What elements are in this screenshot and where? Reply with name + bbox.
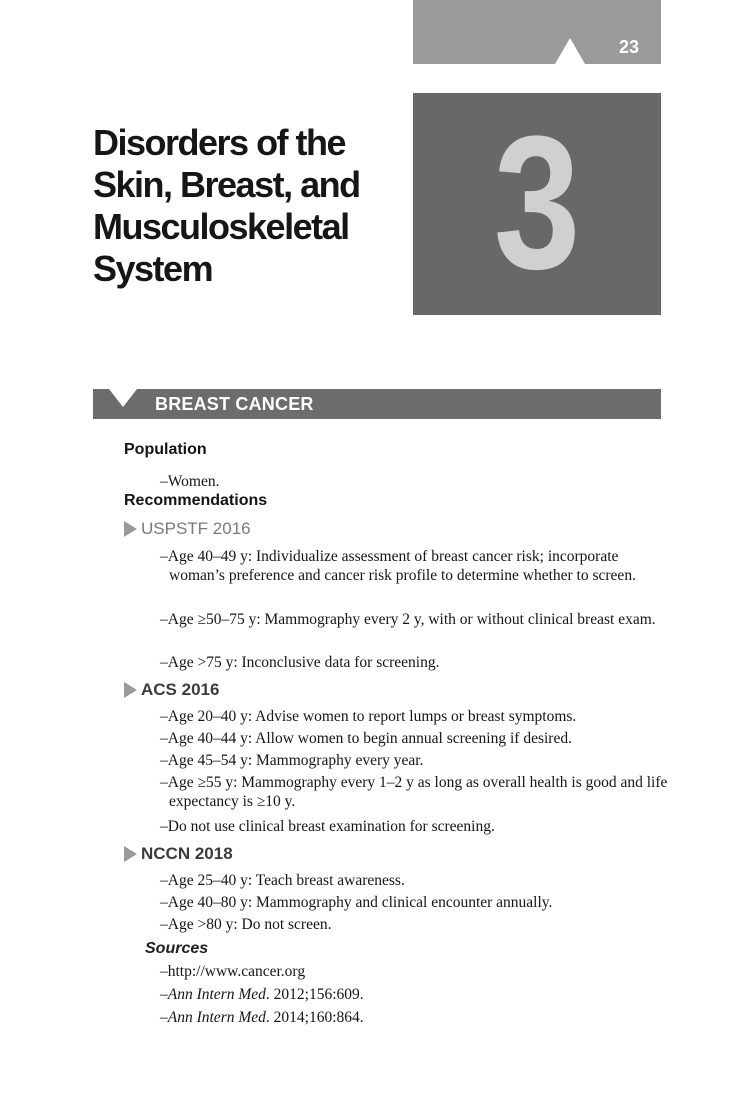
rec-source-nccn: [124, 844, 233, 864]
rec-item: –Do not use clinical breast examination for screening.: [160, 818, 495, 835]
rec-item: –Age 40–80 y: Mammography and clinical encounter annually.: [160, 894, 553, 911]
rec-item: –Age 40–44 y: Allow women to begin annual screening if desired.: [160, 730, 572, 747]
population-item: –Women.: [160, 473, 220, 490]
tab-notch: [555, 38, 585, 64]
section-bar-notch: [109, 389, 137, 407]
rec-item: –Age 25–40 y: Teach breast awareness.: [160, 872, 405, 889]
source-item: –Ann Intern Med. 2012;156:609.: [160, 986, 364, 1003]
page-number: 23: [618, 37, 639, 57]
rec-item: –Age 40–49 y: Individualize assessment of breast cancer risk; incorporate woman’s preference and cancer risk profile to determine whether to screen.: [160, 548, 636, 584]
chapter-number-box: [413, 93, 661, 315]
rec-source-label: USPSTF 2016: [141, 519, 251, 538]
rec-source-label: ACS 2016: [141, 680, 220, 699]
rec-item: –Age 45–54 y: Mammography every year.: [160, 752, 424, 769]
sources-heading: Sources: [145, 940, 209, 957]
rec-source-uspstf: [124, 519, 251, 539]
section-title: BREAST CANCER: [155, 394, 314, 414]
population-heading: Population: [124, 441, 207, 458]
section-header-bar: [93, 389, 661, 419]
triangle-bullet-icon: [124, 846, 137, 862]
rec-item: –Age >75 y: Inconclusive data for screening.: [160, 654, 440, 671]
chapter-number: 3: [493, 97, 581, 309]
rec-item: –Age ≥55 y: Mammography every 1–2 y as long as overall health is good and life expectancy is ≥10 y.: [160, 774, 668, 810]
recommendations-heading: Recommendations: [124, 492, 268, 509]
source-item: –Ann Intern Med. 2014;160:864.: [160, 1009, 364, 1026]
rec-source-acs: [124, 680, 219, 700]
rec-item: –Age >80 y: Do not screen.: [160, 916, 332, 933]
triangle-bullet-icon: [124, 521, 137, 537]
source-item: –http://www.cancer.org: [160, 963, 306, 980]
rec-item: –Age 20–40 y: Advise women to report lumps or breast symptoms.: [160, 708, 577, 725]
triangle-bullet-icon: [124, 682, 137, 698]
page-tab: [413, 0, 661, 64]
rec-source-label: NCCN 2018: [141, 844, 233, 863]
chapter-title: Disorders of the Skin, Breast, and Musculoskeletal System: [93, 122, 360, 289]
rec-item: –Age ≥50–75 y: Mammography every 2 y, with or without clinical breast exam.: [160, 611, 656, 628]
